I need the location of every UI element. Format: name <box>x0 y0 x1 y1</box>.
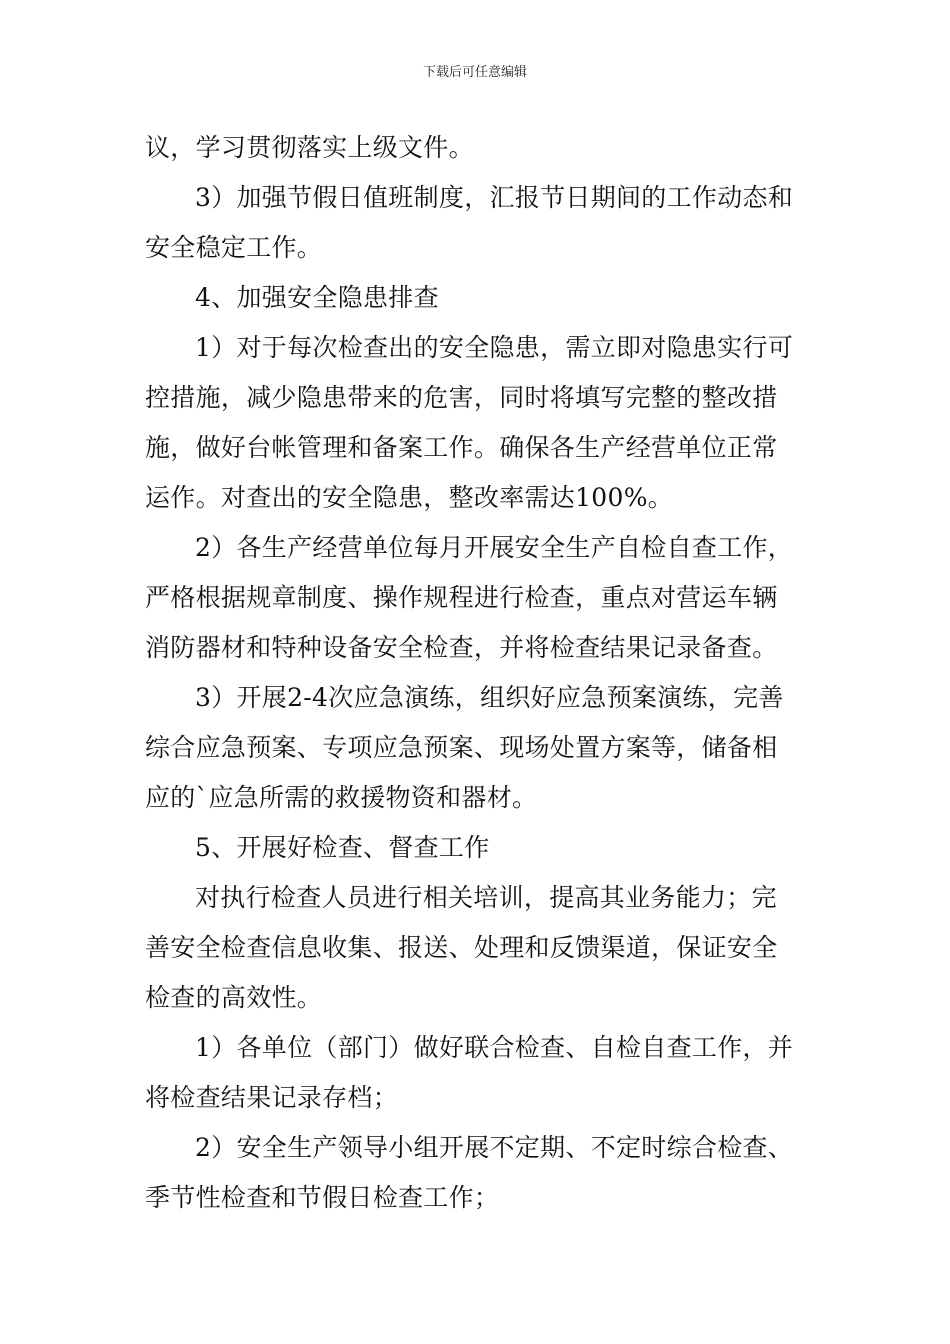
text-line: 施，做好台帐管理和备案工作。确保各生产经营单位正常 <box>145 433 778 462</box>
section-heading: 5、开展好检查、督查工作 <box>195 833 490 862</box>
text-line: 应的`应急所需的救援物资和器材。 <box>145 783 538 812</box>
text-line: 季节性检查和节假日检查工作； <box>145 1183 500 1212</box>
text-line: 3）开展2-4次应急演练，组织好应急预案演练，完善 <box>195 683 784 712</box>
text-line: 严格根据规章制度、操作规程进行检查，重点对营运车辆 <box>145 583 778 612</box>
section-heading: 4、加强安全隐患排查 <box>195 283 439 312</box>
page-header: 下载后可任意编辑 <box>422 65 527 80</box>
text-line: 将检查结果记录存档； <box>145 1083 399 1112</box>
text-line: 消防器材和特种设备安全检查，并将检查结果记录备查。 <box>145 633 778 662</box>
text-line: 2）安全生产领导小组开展不定期、不定时综合检查、 <box>195 1133 794 1162</box>
text-line: 善安全检查信息收集、报送、处理和反馈渠道，保证安全 <box>145 933 778 962</box>
text-line: 2）各生产经营单位每月开展安全生产自检自查工作， <box>195 533 794 562</box>
text-line: 3）加强节假日值班制度，汇报节日期间的工作动态和 <box>195 183 794 212</box>
text-line: 1）各单位（部门）做好联合检查、自检自查工作，并 <box>195 1033 794 1062</box>
document-body <box>145 123 807 1223</box>
text-line: 综合应急预案、专项应急预案、现场处置方案等，储备相 <box>145 733 778 762</box>
text-line: 运作。对查出的安全隐患，整改率需达100%。 <box>145 483 674 512</box>
text-line: 对执行检查人员进行相关培训，提高其业务能力；完 <box>195 883 777 912</box>
text-line: 1）对于每次检查出的安全隐患，需立即对隐患实行可 <box>195 333 794 362</box>
text-line: 检查的高效性。 <box>145 983 323 1012</box>
text-line: 控措施，减少隐患带来的危害，同时将填写完整的整改措 <box>145 383 778 412</box>
text-line: 议，学习贯彻落实上级文件。 <box>145 133 474 162</box>
text-line: 安全稳定工作。 <box>145 233 323 262</box>
